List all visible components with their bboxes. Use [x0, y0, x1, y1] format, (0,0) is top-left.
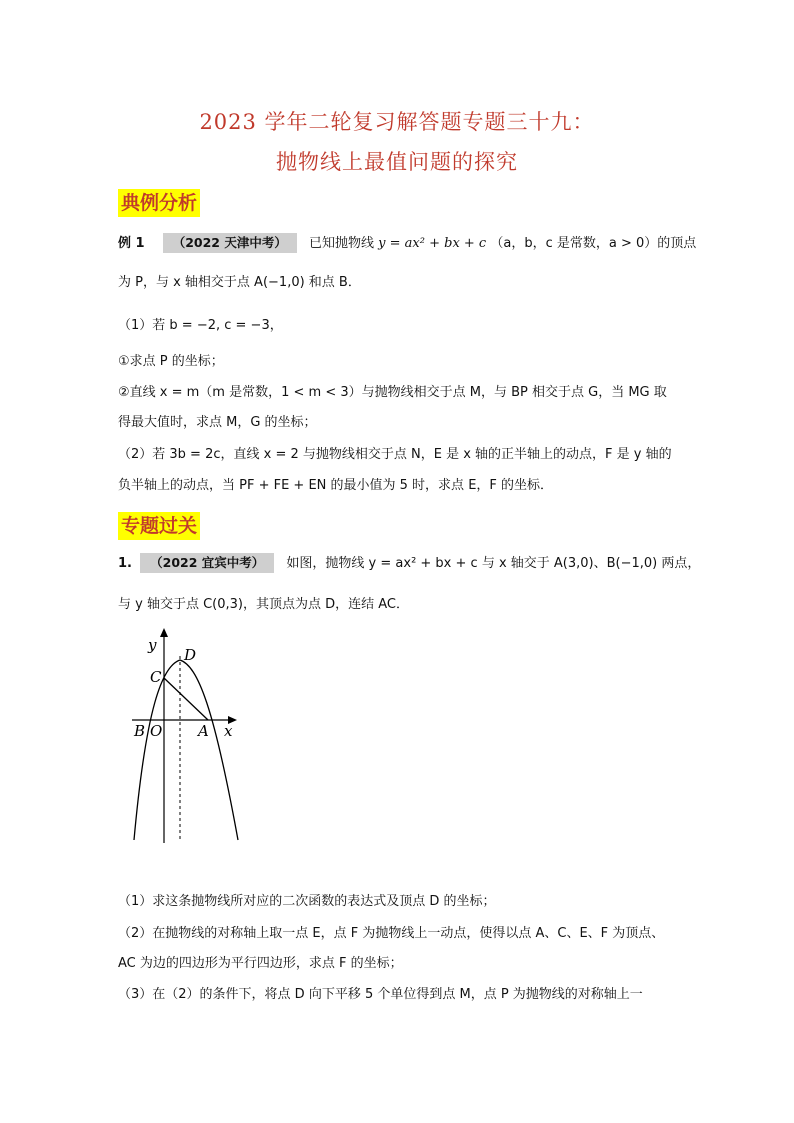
problem-source-tag: （2022 宜宾中考） — [140, 553, 274, 573]
label-o: O — [150, 722, 163, 740]
label-y: y — [148, 636, 157, 654]
parabola-curve — [134, 660, 238, 840]
y-axis-arrow — [160, 628, 168, 637]
example-stem-b: （a，b，c 是常数，a > 0）的顶点 — [490, 236, 697, 251]
label-c: C — [150, 668, 162, 686]
problem-1-stem-line-2: 与 y 轴交于点 C(0,3)，其顶点为点 D，连结 AC． — [118, 597, 410, 612]
label-x: x — [224, 722, 233, 740]
problem-1-question-2-line-1: （2）在抛物线的对称轴上取一点 E，点 F 为抛物线上一动点，使得以点 A、C、E、F 为顶点、 — [118, 926, 665, 941]
title-line-1: 2023 学年二轮复习解答题专题三十九： — [199, 110, 595, 134]
example-part-1: （1）若 b = −2, c = −3， — [118, 318, 283, 333]
problem-1-question-3: （3）在（2）的条件下，将点 D 向下平移 5 个单位得到点 M，点 P 为抛物线的对称轴上一 — [118, 987, 643, 1002]
problem-1-question-1: （1）求这条抛物线所对应的二次函数的表达式及顶点 D 的坐标； — [118, 894, 496, 909]
section-heading-practice: 专题过关 — [118, 512, 200, 540]
example-source-tag: （2022 天津中考） — [163, 233, 297, 253]
example-part-1-ii-line-1: ②直线 x = m（m 是常数，1 < m < 3）与抛物线相交于点 M，与 BP 相交于点 G，当 MG 取 — [118, 385, 667, 400]
label-a: A — [198, 722, 209, 740]
problem-1-question-2-line-2: AC 为边的四边形为平行四边形，求点 F 的坐标； — [118, 956, 403, 971]
example-equation: y = ax² + bx + c — [378, 236, 487, 251]
example-part-1-i: ①求点 P 的坐标； — [118, 354, 224, 369]
problem-number: 1. — [118, 556, 132, 571]
example-1-stem-line-2: 为 P，与 x 轴相交于点 A(−1,0) 和点 B． — [118, 275, 361, 290]
example-label: 例 1 — [118, 236, 145, 251]
label-b: B — [134, 722, 146, 740]
example-1-stem-line-1 — [118, 233, 696, 254]
problem-1-stem-line-1 — [118, 553, 700, 574]
example-part-1-ii-line-2: 得最大值时，求点 M，G 的坐标； — [118, 415, 317, 430]
example-part-2-line-1: （2）若 3b = 2c，直线 x = 2 与抛物线相交于点 N，E 是 x 轴的正半轴上的动点，F 是 y 轴的 — [118, 447, 672, 462]
example-stem-a: 已知抛物线 — [309, 236, 375, 251]
parabola-figure — [118, 628, 258, 858]
example-part-2-line-2: 负半轴上的动点，当 PF + FE + EN 的最小值为 5 时，求点 E，F 的坐标． — [118, 478, 554, 493]
label-d: D — [184, 646, 197, 664]
problem-stem-a: 如图，抛物线 y = ax² + bx + c 与 x 轴交于 A(3,0)、B(−1,0) 两点， — [286, 556, 701, 571]
title-line-2: 抛物线上最值问题的探究 — [276, 150, 518, 174]
segment-ac — [164, 678, 208, 720]
section-heading-examples: 典例分析 — [118, 189, 200, 217]
